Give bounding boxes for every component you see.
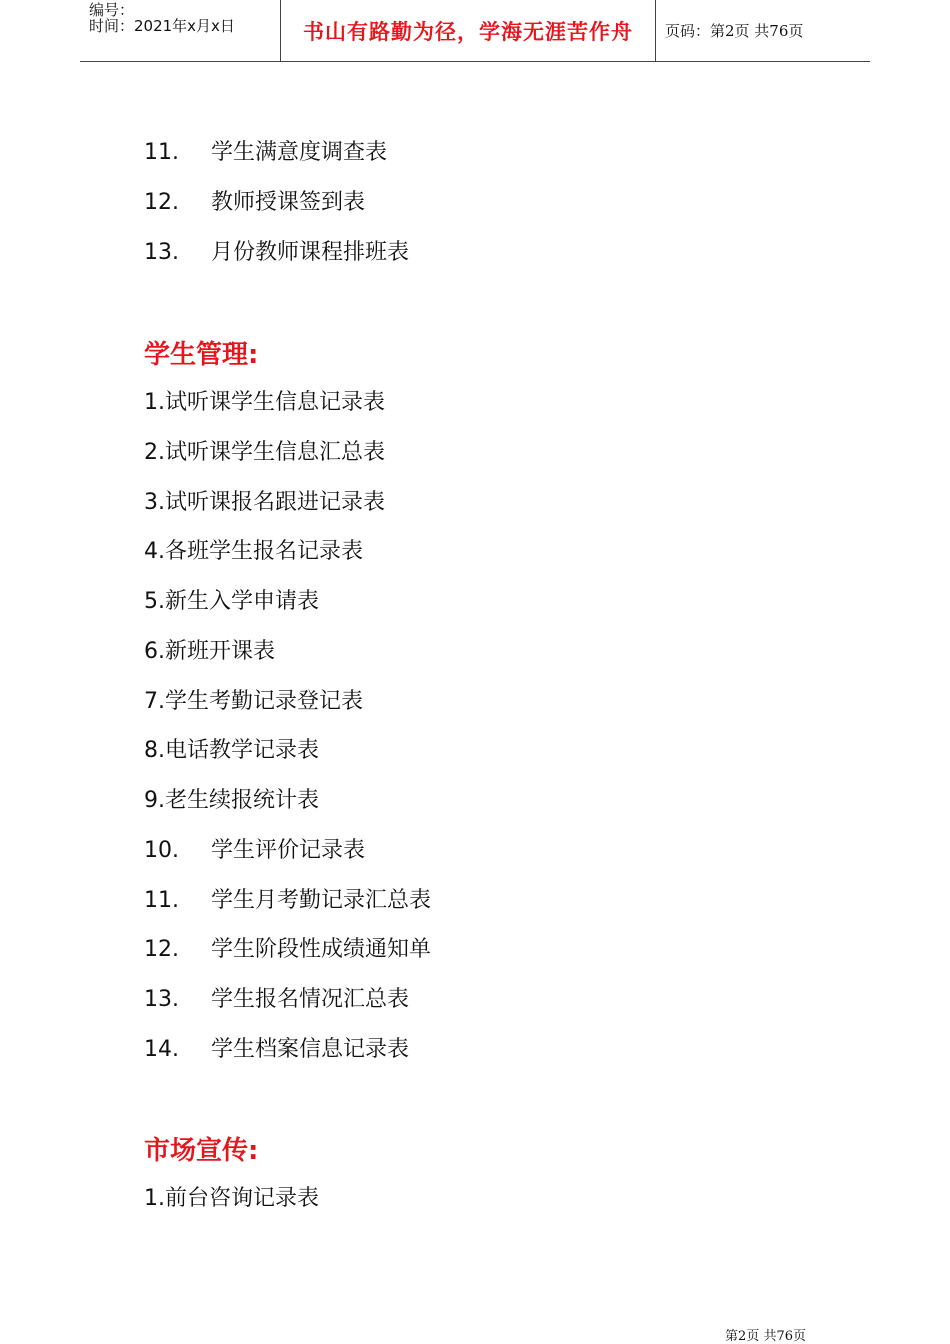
item-text: 电话教学记录表 [165, 738, 320, 763]
serial-label: 编号： [89, 1, 135, 19]
item-text: 教师授课签到表 [211, 190, 366, 215]
footer-page-label: 第2页 共76页 [725, 1329, 806, 1344]
item-number: 13. [144, 240, 179, 265]
item-text: 试听课学生信息汇总表 [165, 440, 386, 465]
item-number: 2. [144, 440, 165, 465]
list-item [144, 1032, 409, 1063]
list-item [144, 982, 409, 1013]
list-item [144, 584, 319, 615]
list-item [144, 385, 385, 416]
list-item [144, 135, 387, 166]
item-text: 各班学生报名记录表 [165, 539, 364, 564]
item-number: 8. [144, 738, 165, 763]
item-text: 试听课报名跟进记录表 [165, 490, 386, 515]
item-number: 11. [144, 888, 179, 913]
item-number: 6. [144, 639, 165, 664]
item-text: 学生档案信息记录表 [211, 1037, 410, 1062]
list-item [144, 883, 431, 914]
item-text: 学生阶段性成绩通知单 [211, 937, 432, 962]
list-item [144, 932, 431, 963]
list-item [144, 783, 319, 814]
item-text: 学生满意度调查表 [211, 140, 388, 165]
item-number: 10. [144, 838, 179, 863]
item-number: 14. [144, 1037, 179, 1062]
section-title-market: 市场宣传: [144, 1136, 259, 1166]
item-text: 学生报名情况汇总表 [211, 987, 410, 1012]
list-item [144, 435, 385, 466]
list-item [144, 534, 363, 565]
item-text: 学生考勤记录登记表 [165, 689, 364, 714]
item-number: 1. [144, 1186, 165, 1211]
item-text: 学生月考勤记录汇总表 [211, 888, 432, 913]
time-label: 时间：2021年x月x日 [89, 17, 235, 35]
item-text: 学生评价记录表 [211, 838, 366, 863]
item-number: 4. [144, 539, 165, 564]
list-item [144, 634, 275, 665]
list-item [144, 684, 363, 715]
item-number: 12. [144, 190, 179, 215]
item-number: 1. [144, 390, 165, 415]
list-item [144, 733, 319, 764]
list-item [144, 235, 409, 266]
item-text: 新班开课表 [165, 639, 276, 664]
list-item [144, 1181, 319, 1212]
section-title-student: 学生管理: [144, 340, 259, 370]
item-number: 7. [144, 689, 165, 714]
item-number: 3. [144, 490, 165, 515]
item-text: 前台咨询记录表 [165, 1186, 320, 1211]
item-number: 11. [144, 140, 179, 165]
item-number: 5. [144, 589, 165, 614]
list-item [144, 185, 365, 216]
item-number: 13. [144, 987, 179, 1012]
list-item [144, 485, 385, 516]
item-number: 9. [144, 788, 165, 813]
item-text: 新生入学申请表 [165, 589, 320, 614]
header-motto: 书山有路勤为径，学海无涯苦作舟 [281, 0, 656, 61]
list-item [144, 833, 365, 864]
item-number: 12. [144, 937, 179, 962]
page-header [80, 0, 870, 62]
header-page-label: 页码：第2页 共76页 [665, 22, 804, 40]
item-text: 月份教师课程排班表 [211, 240, 410, 265]
header-meta [80, 0, 281, 61]
item-text: 试听课学生信息记录表 [165, 390, 386, 415]
item-text: 老生续报统计表 [165, 788, 320, 813]
